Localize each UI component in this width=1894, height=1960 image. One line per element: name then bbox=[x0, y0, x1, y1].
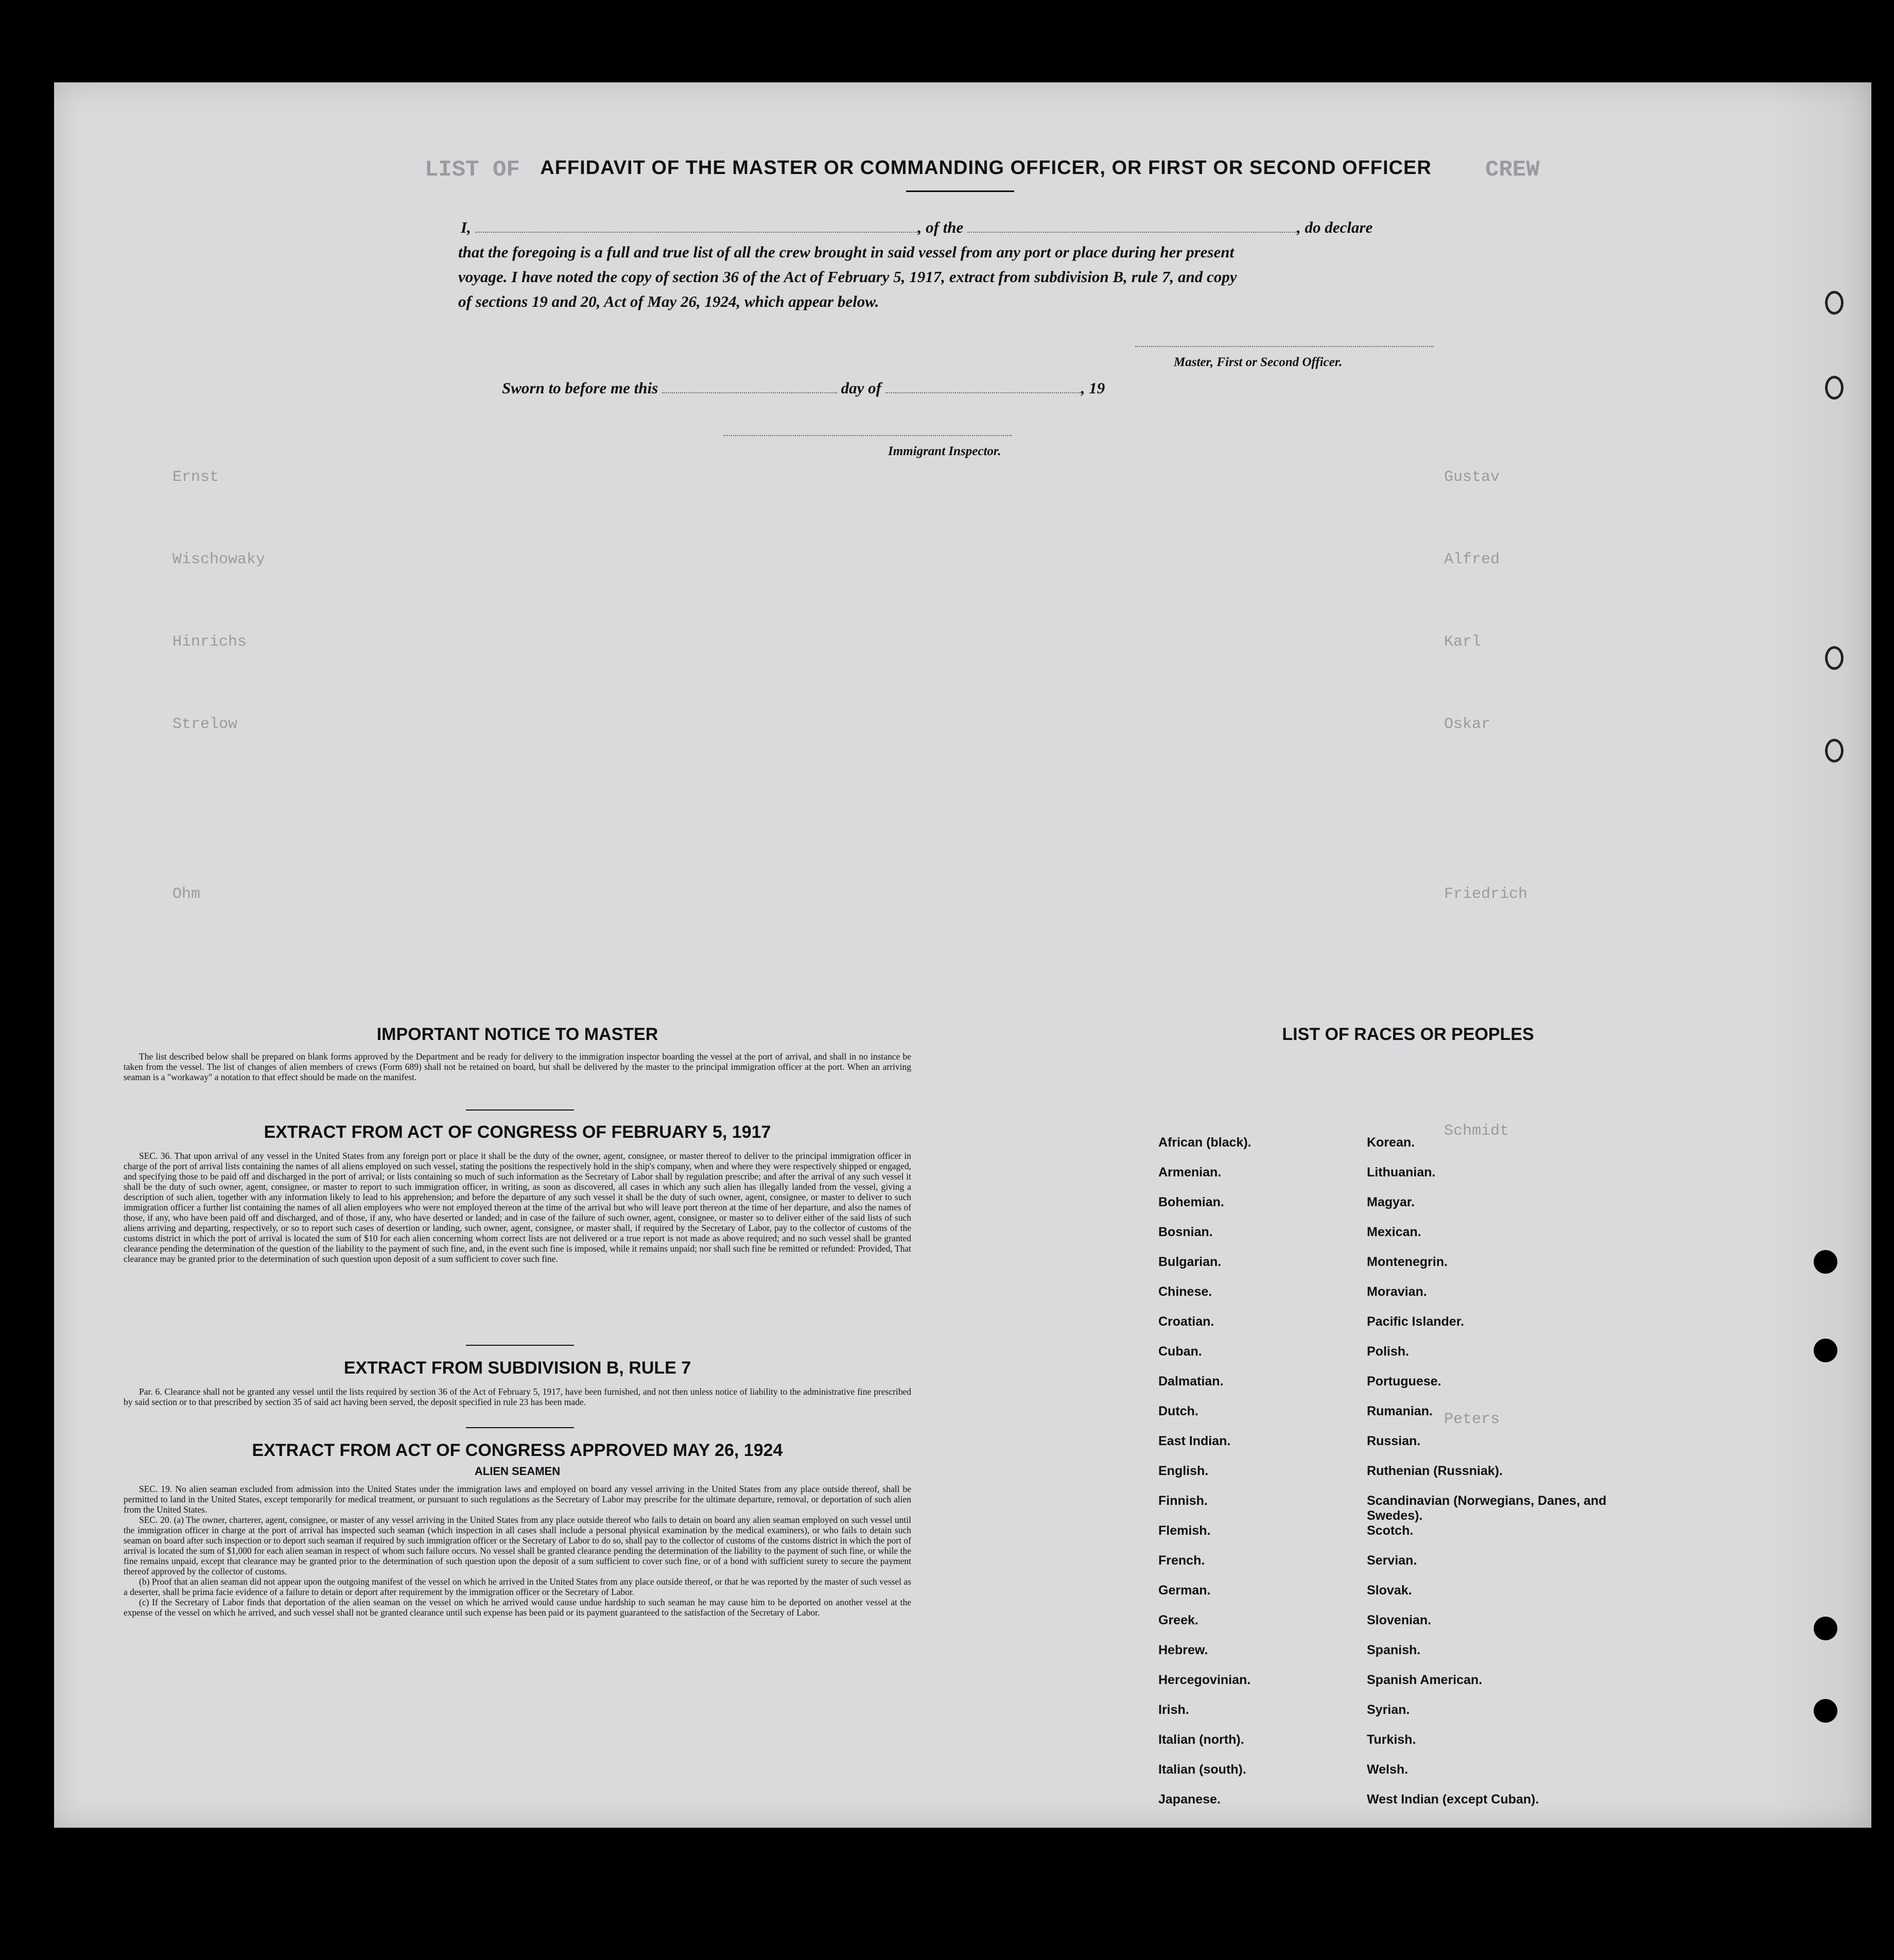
race-item: East Indian. bbox=[1158, 1434, 1231, 1448]
race-item: Portuguese. bbox=[1367, 1374, 1441, 1389]
bleed-through-text: Karl bbox=[1444, 633, 1482, 651]
race-item: Servian. bbox=[1367, 1553, 1417, 1568]
sworn-line bbox=[502, 376, 1223, 401]
section-divider bbox=[466, 1109, 574, 1111]
punch-hole bbox=[1814, 1699, 1837, 1723]
vessel-blank[interactable] bbox=[967, 216, 1297, 233]
sworn-text: , 19 bbox=[1081, 379, 1105, 397]
race-item: Chinese. bbox=[1158, 1285, 1212, 1299]
race-item: Finnish. bbox=[1158, 1494, 1208, 1508]
race-item: Spanish. bbox=[1367, 1643, 1421, 1657]
race-item: Japanese. bbox=[1158, 1792, 1221, 1807]
bleed-through-text: Schmidt bbox=[1444, 1122, 1509, 1140]
notice-body bbox=[124, 1051, 911, 1082]
race-item: Korean. bbox=[1367, 1135, 1415, 1150]
race-item: Scandinavian (Norwegians, Danes, and Swedes). bbox=[1367, 1494, 1607, 1523]
race-item: German. bbox=[1158, 1583, 1211, 1598]
bleed-through-text: Alfred bbox=[1444, 551, 1500, 568]
race-item: Lithuanian. bbox=[1367, 1165, 1436, 1180]
races-title: LIST OF RACES OR PEOPLES bbox=[1282, 1025, 1534, 1044]
race-item: Magyar. bbox=[1367, 1195, 1415, 1209]
extract-1917-title: EXTRACT FROM ACT OF CONGRESS OF FEBRUARY 5, 1917 bbox=[264, 1122, 771, 1142]
section-divider bbox=[466, 1427, 574, 1428]
declaration-text: , do declare bbox=[1297, 218, 1373, 236]
punch-hole bbox=[1814, 1250, 1837, 1274]
punch-hole bbox=[1825, 739, 1844, 762]
sec-20b-paragraph: (b) Proof that an alien seaman did not appear upon the outgoing manifest of the vessel on which he arrived in the United States from any place outside thereof, or that he was reported by the master of such vessel as a deserter, shall be prima facie evidence of a failure to detain or deport after requirement by the immigration officer or the Secretary of Labor. bbox=[124, 1576, 911, 1597]
bleed-through-text: Ohm bbox=[172, 886, 201, 903]
race-item: Slovak. bbox=[1367, 1583, 1412, 1598]
race-item: African (black). bbox=[1158, 1135, 1252, 1150]
notice-title: IMPORTANT NOTICE TO MASTER bbox=[376, 1025, 658, 1044]
race-item: Spanish American. bbox=[1367, 1673, 1483, 1687]
race-item: Hebrew. bbox=[1158, 1643, 1208, 1657]
race-item: Montenegrin. bbox=[1367, 1255, 1448, 1269]
bleed-through-text: Peters bbox=[1444, 1411, 1500, 1428]
bleed-through-text: Hinrichs bbox=[172, 633, 247, 651]
bleed-through-text: LIST OF bbox=[425, 157, 520, 183]
race-item: Dalmatian. bbox=[1158, 1374, 1224, 1389]
race-item: Greek. bbox=[1158, 1613, 1198, 1627]
sworn-month-blank[interactable] bbox=[885, 377, 1081, 393]
subdivision-b-title: EXTRACT FROM SUBDIVISION B, RULE 7 bbox=[343, 1358, 691, 1378]
punch-hole bbox=[1825, 376, 1844, 400]
master-signature-label: Master, First or Second Officer. bbox=[1174, 355, 1343, 369]
race-item: Rumanian. bbox=[1367, 1404, 1433, 1418]
race-item: Welsh. bbox=[1367, 1762, 1409, 1777]
punch-hole bbox=[1814, 1339, 1837, 1362]
extract-1917-body bbox=[124, 1151, 911, 1264]
sec-19-paragraph: SEC. 19. No alien seaman excluded from admission into the United States under the immigration laws and employed on board any vessel arriving in the United States from any place outside thereof, shall be permitted to land in the United States, except temporarily for medical treatment, or pursuant to such regulations as the Secretary of Labor may prescribe for the ultimate departure, removal, or deportation of such alien from the United States. bbox=[124, 1484, 911, 1515]
title-underline bbox=[906, 190, 1014, 192]
race-item: Syrian. bbox=[1367, 1703, 1410, 1717]
race-item: Moravian. bbox=[1367, 1285, 1427, 1299]
bleed-through-text: CREW bbox=[1485, 157, 1540, 183]
race-item: Cuban. bbox=[1158, 1344, 1202, 1359]
punch-hole bbox=[1825, 646, 1844, 670]
bleed-through-text: Wischowaky bbox=[172, 551, 266, 568]
race-item: Irish. bbox=[1158, 1703, 1189, 1717]
race-item: Turkish. bbox=[1367, 1732, 1416, 1747]
sworn-day-blank[interactable] bbox=[662, 377, 837, 393]
race-item: Italian (south). bbox=[1158, 1762, 1246, 1777]
race-item: French. bbox=[1158, 1553, 1205, 1568]
extract-1924-body bbox=[124, 1484, 911, 1618]
section-divider bbox=[466, 1345, 574, 1346]
subdivision-b-body bbox=[124, 1386, 911, 1407]
sworn-text: Sworn to before me this bbox=[502, 379, 658, 397]
race-item: Flemish. bbox=[1158, 1523, 1211, 1538]
declaration-line-4: of sections 19 and 20, Act of May 26, 1924, which appear below. bbox=[458, 292, 879, 310]
race-item: Croatian. bbox=[1158, 1314, 1214, 1329]
declaration-text: I, bbox=[461, 218, 471, 236]
document-page bbox=[54, 82, 1871, 1828]
race-item: Bosnian. bbox=[1158, 1225, 1213, 1239]
race-item: Ruthenian (Russniak). bbox=[1367, 1464, 1503, 1478]
race-item: Scotch. bbox=[1367, 1523, 1414, 1538]
race-item: Russian. bbox=[1367, 1434, 1421, 1448]
race-item: Bulgarian. bbox=[1158, 1255, 1222, 1269]
page-shadow bbox=[1768, 82, 1871, 1828]
race-item: Polish. bbox=[1367, 1344, 1409, 1359]
sworn-text: day of bbox=[841, 379, 881, 397]
affidavit-title: AFFIDAVIT OF THE MASTER OR COMMANDING OFFICER, OR FIRST OR SECOND OFFICER bbox=[540, 157, 1432, 179]
race-item: Bohemian. bbox=[1158, 1195, 1224, 1209]
declaration-line-2: that the foregoing is a full and true list of all the crew brought in said vessel from any port or place during her present bbox=[458, 243, 1235, 261]
bleed-through-text: Ernst bbox=[172, 469, 219, 486]
race-item: Slovenian. bbox=[1367, 1613, 1432, 1627]
inspector-signature-label: Immigrant Inspector. bbox=[888, 444, 1001, 458]
inspector-signature-line[interactable] bbox=[723, 435, 1012, 436]
race-item: Armenian. bbox=[1158, 1165, 1222, 1180]
master-signature-line[interactable] bbox=[1135, 346, 1434, 347]
declaration-line-3: voyage. I have noted the copy of section 36 of the Act of February 5, 1917, extract from subdivision B, rule 7, and copy bbox=[458, 268, 1237, 286]
bleed-through-text: Oskar bbox=[1444, 716, 1491, 733]
race-item: West Indian (except Cuban). bbox=[1367, 1792, 1539, 1807]
par-6-paragraph: Par. 6. Clearance shall not be granted any vessel until the lists required by section 36 of the Act of February 5, 1917, have been furnished, and not then unless notice of liability to the administrative fine prescribed by said section or to that prescribed by section 35 of said act having been served, the deposit specified in rule 23 has been made. bbox=[124, 1386, 911, 1407]
declaration-line-1 bbox=[461, 215, 1514, 240]
race-item: Italian (north). bbox=[1158, 1732, 1244, 1747]
race-item: Dutch. bbox=[1158, 1404, 1198, 1418]
extract-1924-subtitle: ALIEN SEAMEN bbox=[474, 1465, 561, 1478]
sec-36-paragraph: SEC. 36. That upon arrival of any vessel in the United States from any foreign port or place it shall be the duty of the owner, agent, consignee, or master thereof to deliver to the principal immigration officer in charge of the port of arrival lists containing the names of all aliens employed on such vessel, stating the positions the respectively hold in the ship's company, when and where they were respectively shipped or engaged, and specifying those to be paid off and discharged in the port of arrival; or lists containing so much of such information as the Secretary of Labor shall by regulation prescribe; and after the arrival of any such vessel it shall be the duty of such owner, agent, consignee, or master to report to such immigration officer, in writing, as soon as discovered, all cases in which any such alien has illegally landed from the vessel, giving a description of such alien, together with any information likely to lead to his apprehension; and before the departure of any such vessel it shall be the duty of such owner, agent, consignee, or master to deliver to such immigration officer a further list containing the names of all alien employees who were not employed thereon at the time of the arrival but who will leave port thereon at the time of her departure, and also the names of those, if any, who have been paid off and discharged, and of those, if any, who have deserted or landed; and in case of the failure of such owner, agent, consignee, or master so to deliver either of the said lists of such aliens arriving and departing, respectively, or so to report such cases of desertion or landing, such owner, agent, consignee, or master shall, if required by the Secretary of Labor, pay to the collector of customs of the customs district in which the port of arrival is located the sum of $10 for each alien concerning whom correct lists are not delivered or a true report is not made as above required; and no such vessel shall be granted clearance pending the determination of the question of the liability to the payment of such fine, and, in the event such fine is imposed, while it remains unpaid; nor shall such fine be remitted or refunded: Provided, That clearance may be granted prior to the determination of such question upon deposit of a sum sufficient to cover such fine. bbox=[124, 1151, 911, 1264]
notice-paragraph: The list described below shall be prepared on blank forms approved by the Department and be ready for delivery to the immigration inspector boarding the vessel at the port of arrival, and shall in no instance be taken from the vessel. The list of changes of alien members of crews (Form 689) shall not be retained on board, but shall be delivered by the master to the principal immigration officer at the port. When an arriving seaman is a "workaway" a notation to that effect should be made on the manifest. bbox=[124, 1051, 911, 1082]
punch-hole bbox=[1825, 291, 1844, 315]
bleed-through-text: Friedrich bbox=[1444, 886, 1528, 903]
races-list bbox=[1158, 1135, 1653, 1822]
declaration-text: , of the bbox=[917, 218, 964, 236]
punch-hole bbox=[1814, 1617, 1837, 1640]
extract-1924-title: EXTRACT FROM ACT OF CONGRESS APPROVED MAY 26, 1924 bbox=[252, 1441, 783, 1460]
sec-20c-paragraph: (c) If the Secretary of Labor finds that deportation of the alien seaman on the vessel on which he arrived would cause undue hardship to such seaman he may cause him to be deported on another vessel at the expense of the vessel on which he arrived, and such vessel shall not be granted clearance until such expense has been paid or its payment guaranteed to the satisfaction of the Secretary of Labor. bbox=[124, 1597, 911, 1618]
race-item: Mexican. bbox=[1367, 1225, 1421, 1239]
sec-20a-paragraph: SEC. 20. (a) The owner, charterer, agent, consignee, or master of any vessel arriving in the United States from any place outside thereof who fails to detain on board any alien seaman employed on such vessel until the immigration officer in charge at the port of arrival has inspected such seaman (which inspection in all cases shall include a personal physical examination by the medical examiners), or who fails to detain such seaman on board after such inspection or to deport such seaman if required by such immigration officer or the Secretary of Labor to do so, shall pay to the collector of customs of the customs district in which the port of arrival is located the sum of $1,000 for each alien seaman in respect of whom such failure occurs. No vessel shall be granted clearance pending the determination of the liability to the payment of such fine, or while the fine remains unpaid, except that clearance may be granted prior to the determination of such question upon the deposit of a sum sufficient to cover such fine, or of a bond with sufficient surety to secure the payment thereof approved by the collector of customs. bbox=[124, 1515, 911, 1576]
race-item: Pacific Islander. bbox=[1367, 1314, 1464, 1329]
bleed-through-text: Gustav bbox=[1444, 469, 1500, 486]
race-item: English. bbox=[1158, 1464, 1209, 1478]
name-blank[interactable] bbox=[475, 216, 918, 233]
race-item: Hercegovinian. bbox=[1158, 1673, 1251, 1687]
bleed-through-text: Strelow bbox=[172, 716, 238, 733]
